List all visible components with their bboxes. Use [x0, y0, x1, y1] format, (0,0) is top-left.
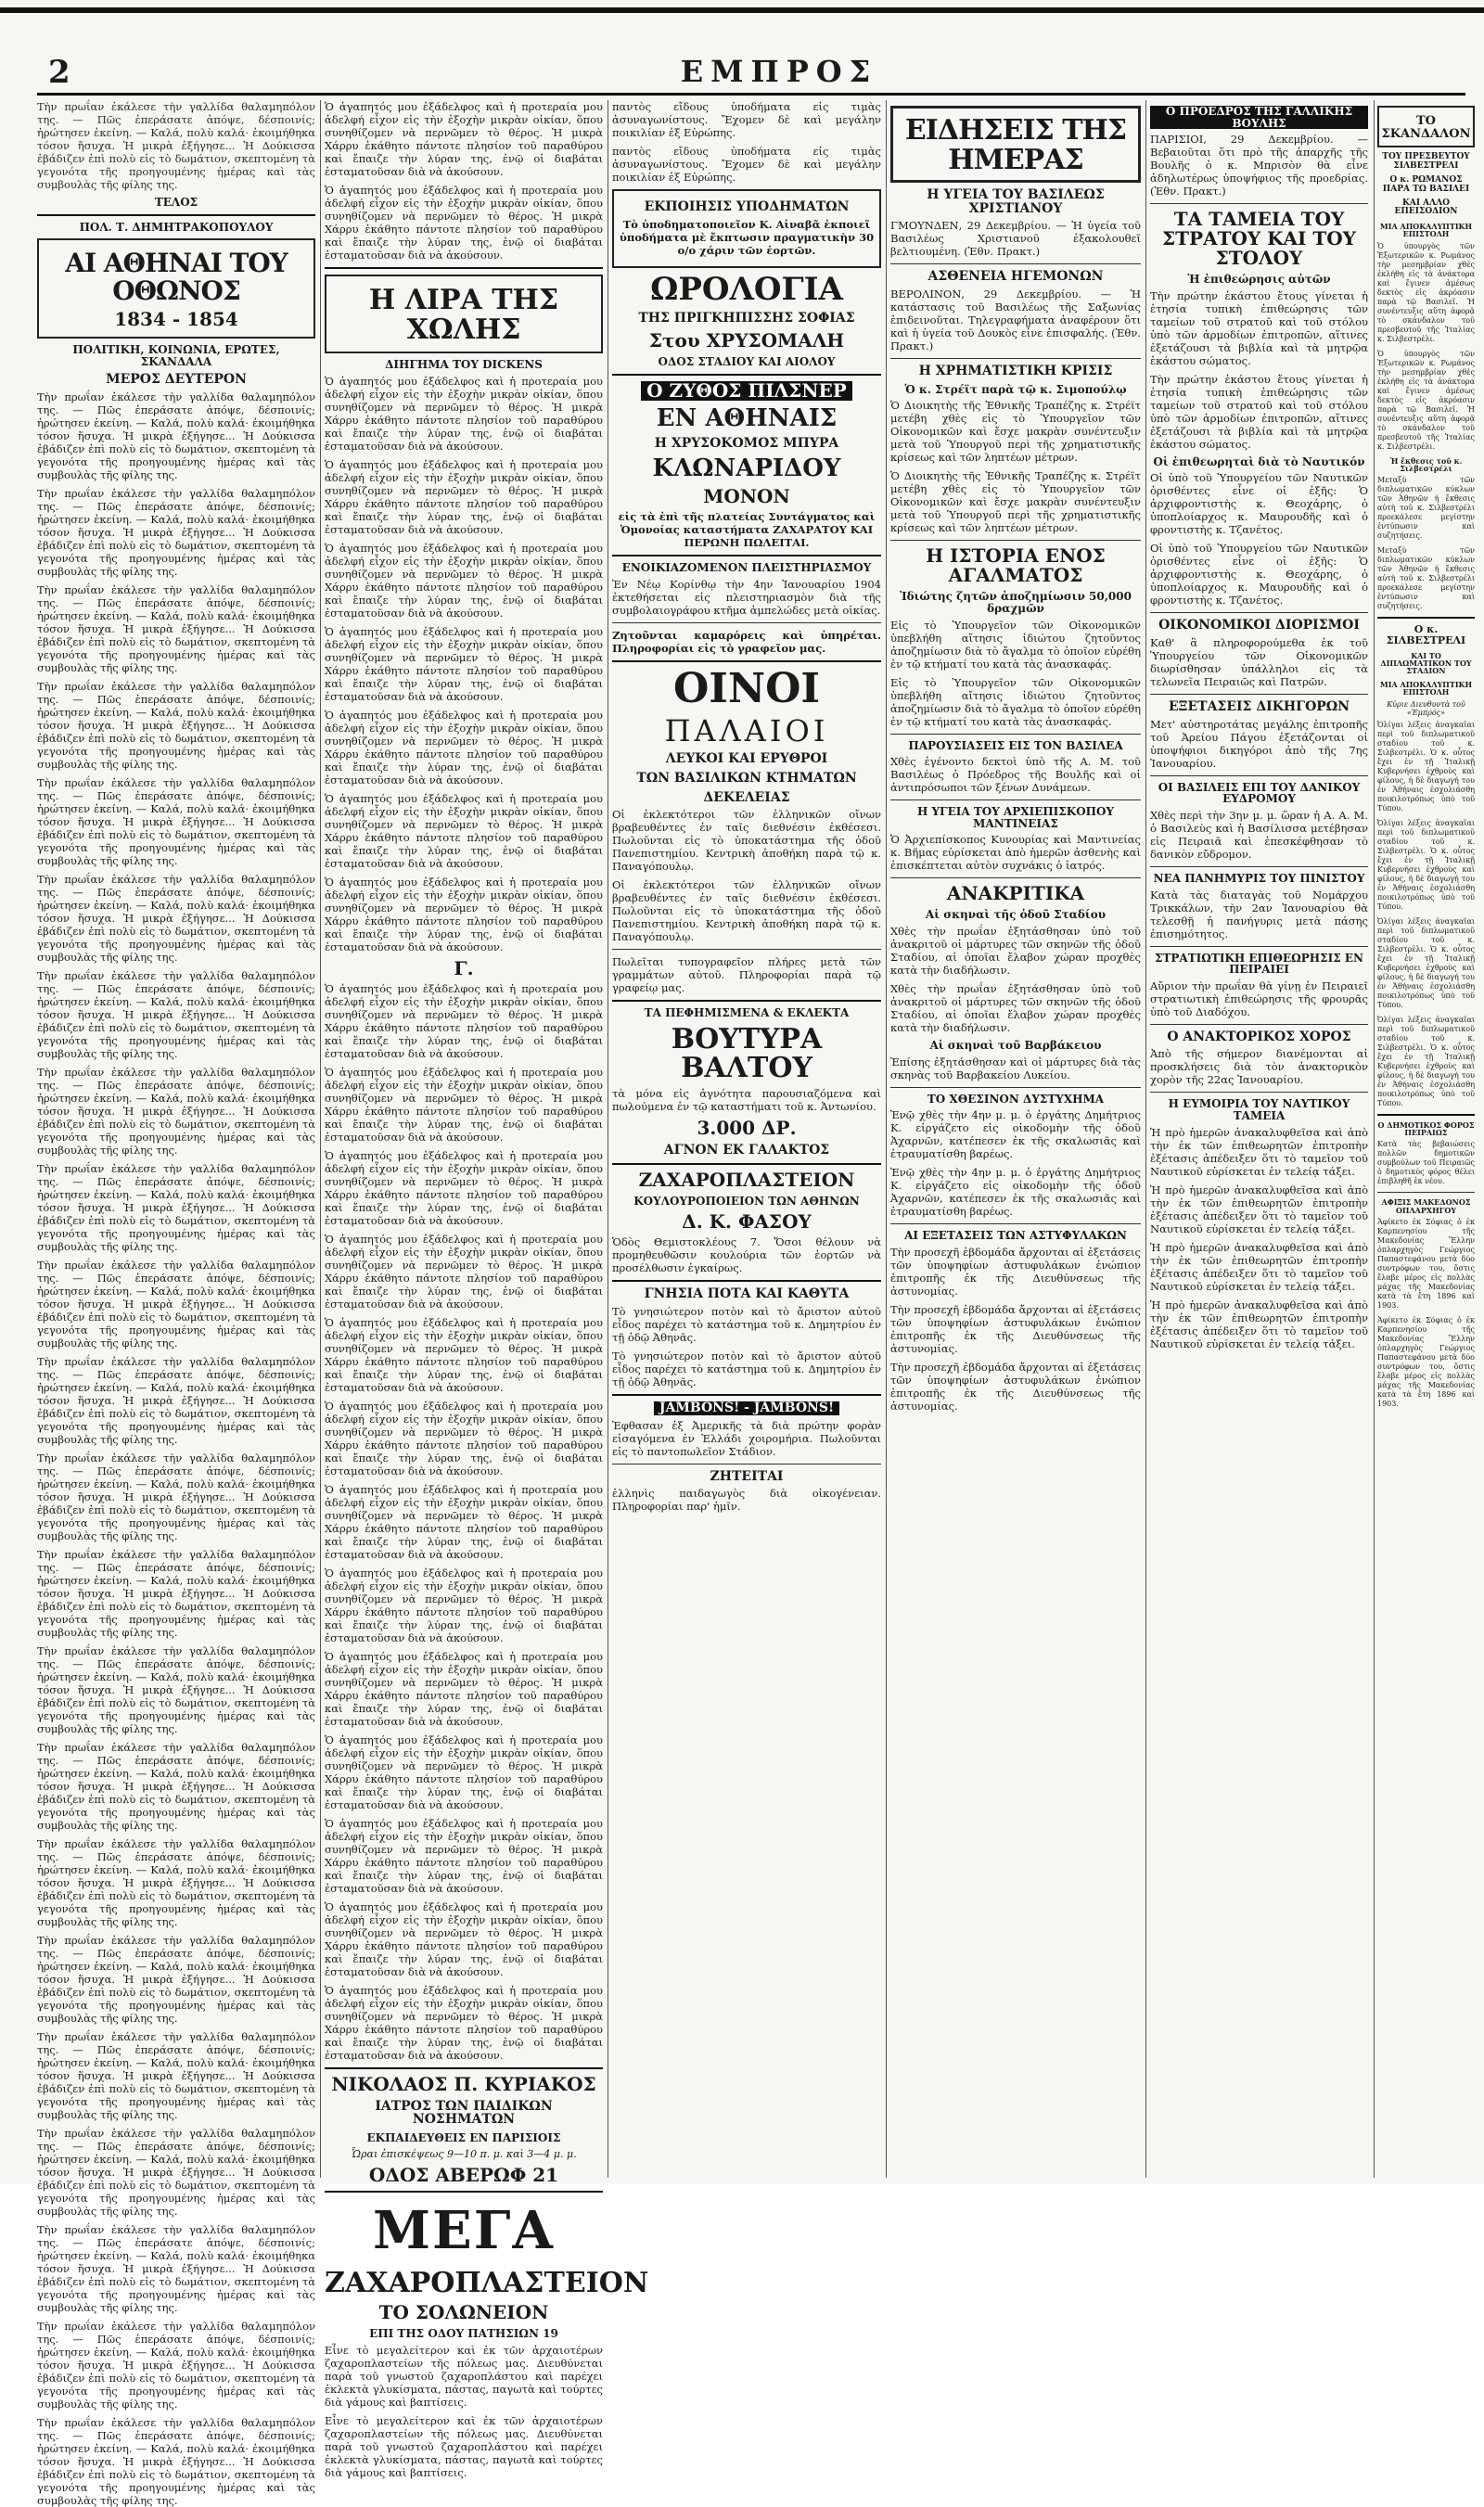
news-heading: Η ΕΥΜΟΙΡΙΑ ΤΟΥ ΝΑΥΤΙΚΟΥ ΤΑΜΕΙΑ: [1168, 1097, 1350, 1122]
silvestreli-text: Ὀλίγαι λέξεις ἀναγκαῖαι περὶ τοῦ διπλωματικοῦ σταδίου τοῦ κ. Σιλβεστρέλι. Ὁ κ. οὗτος ἔχει ἐν τῇ Ἰταλικῇ Κυβερνήσει ἐχθροὺς καὶ φίλους, ἡ δὲ διαγωγή του ἐν Ἀθήναις ἐσχολιάσθη ποικιλοτρόπως ὑπὸ τοῦ Τύπου.: [1377, 720, 1475, 812]
story-text: Ὁ ἀγαπητός μου ἐξάδελφος καὶ ἡ προτεραία μου ἀδελφή εἶχον εἰς τὴν ἐξοχὴν μικρὰν οἰκίαν, ὅπου συνηθίζομεν νὰ περνῶμεν τὸ θέρος. Ἡ μικρὰ Χάρρυ ἐκάθητο πάντοτε πλησίον τοῦ παραθύρου καὶ ἔπαιζε τὴν λύραν της, ἐνῷ οἱ διαβάται ἐσταματοῦσαν διὰ νὰ ἀκούσουν.: [325, 1566, 603, 1644]
news-text: Ἀπὸ τῆς σήμερον διανέμονται αἱ προσκλήσεις διὰ τὸν ἀνακτορικὸν χορὸν τῆς 22ας Ἰανουαρίου.: [1150, 1047, 1368, 1087]
news-heading: [1150, 106, 1368, 129]
news-text: Ἐπίσης ἐξητάσθησαν καὶ οἱ μάρτυρες διὰ τὰς σκηνὰς τοῦ Βαρβακείου Λυκείου.: [890, 1055, 1141, 1081]
wine-ad-title: ΟΙΝΟΙ: [672, 664, 821, 712]
genuine-title: ΓΝΗΣΙΑ ΠΟΤΑ ΚΑΙ ΚΑΘΥΤΑ: [644, 1286, 850, 1302]
news-heading: ΝΕΑ ΠΑΝΗΜΥΡΙΣ ΤΟΥ ΠΙΝΙΣΤΟΥ: [1153, 871, 1365, 885]
butter-text: τὰ μόνα εἰς ἀγνότητα παρουσιαζόμενα καὶ πωλούμενα ἐν τῷ καταστήματι τοῦ κ. Ἀντωνίου.: [612, 1086, 881, 1113]
serial-text: Τὴν πρωΐαν ἐκάλεσε τὴν γαλλίδα θαλαμηπόλον της. — Πῶς ἐπεράσατε ἀπόψε, δέσποινίς; ἠρώτησεν ἐκείνη. — Καλά, πολὺ καλά· ἐκοιμήθηκα τόσον ἥσυχα. Ἡ μικρὰ ἐξήγησε... Ἡ Δούκισσα ἐβάδιζεν ἐπὶ πολὺ εἰς τὸ δωμάτιον, σκεπτομένη τὰ γεγονότα τῆς προηγουμένης ἡμέρας καὶ τὰς συμβουλὰς τῆς φίλης της.: [37, 1547, 315, 1639]
serial-text: Τὴν πρωΐαν ἐκάλεσε τὴν γαλλίδα θαλαμηπόλον της. — Πῶς ἐπεράσατε ἀπόψε, δέσποινίς; ἠρώτησεν ἐκείνη. — Καλά, πολὺ καλά· ἐκοιμήθηκα τόσον ἥσυχα. Ἡ μικρὰ ἐξήγησε... Ἡ Δούκισσα ἐβάδιζεν ἐπὶ πολὺ εἰς τὸ δωμάτιον, σκεπτομένη τὰ γεγονότα τῆς προηγουμένης ἡμέρας καὶ τὰς συμβουλὰς τῆς φίλης της.: [37, 1644, 315, 1735]
news-title-box: [890, 106, 1141, 183]
butter-title: ΒΟΥΤΥΡΑ ΒΑΛΤΟΥ: [671, 1022, 823, 1085]
scandal-text: Μεταξὺ τῶν διπλωματικῶν κύκλων τῶν Ἀθηνῶν ἡ ἔκθεσις αὐτὴ τοῦ κ. Σιλβεστρέλι προεκάλεσε μεγίστην ἐντύπωσιν καὶ συζητήσεις.: [1377, 546, 1475, 611]
serial-part: ΜΕΡΟΣ ΔΕΥΤΕΡΟΝ: [106, 372, 247, 388]
shoe-ad-title: ΕΚΠΟΙΗΣΙΣ ΥΠΟΔΗΜΑΤΩΝ: [644, 199, 850, 214]
story-sign: Γ.: [454, 956, 474, 979]
news-text: Εἰς τὸ Ὑπουργεῖον τῶν Οἰκονομικῶν ὑπεβλήθη αἴτησις ἰδιώτου ζητοῦντος ἀποζημίωσιν διὰ τὸ ἄγαλμα τὸ ὁποῖον εὑρέθη ἐν τῷ κτήματί του κατὰ τὰς ἀνασκαφάς.: [890, 675, 1141, 728]
ad-shop-type: ΖΑΧΑΡΟΠΛΑΣΤΕΙΟΝ: [325, 2266, 649, 2299]
story-text: Ὁ ἀγαπητός μου ἐξάδελφος καὶ ἡ προτεραία μου ἀδελφή εἶχον εἰς τὴν ἐξοχὴν μικρὰν οἰκίαν, ὅπου συνηθίζομεν νὰ περνῶμεν τὸ θέρος. Ἡ μικρὰ Χάρρυ ἐκάθητο πάντοτε πλησίον τοῦ παραθύρου καὶ ἔπαιζε τὴν λύραν της, ἐνῷ οἱ διαβάται ἐσταματοῦσαν διὰ νὰ ἀκούσουν.: [325, 1733, 603, 1811]
doctor-address: ΟΔΟΣ ΑΒΕΡΩΦ 21: [368, 2163, 559, 2186]
pastry2-name: Δ. Κ. ΦΑΣΟΥ: [682, 1210, 812, 1234]
serial-text: Τὴν πρωΐαν ἐκάλεσε τὴν γαλλίδα θαλαμηπόλον της. — Πῶς ἐπεράσατε ἀπόψε, δέσποινίς; ἠρώτησεν ἐκείνη. — Καλά, πολὺ καλά· ἐκοιμήθηκα τόσον ἥσυχα. Ἡ μικρὰ ἐξήγησε... Ἡ Δούκισσα ἐβάδιζεν ἐπὶ πολὺ εἰς τὸ δωμάτιον, σκεπτομένη τὰ γεγονότα τῆς προηγουμένης ἡμέρας καὶ τὰς συμβουλὰς τῆς φίλης της.: [37, 2222, 315, 2314]
news-text: Ἡ πρὸ ἡμερῶν ἀνακαλυφθεῖσα καὶ ἀπὸ τὴν ἐκ τῶν ἐπιθεωρητῶν ἐπιτροπὴν ἐξέτασις ἀπέδειξεν ὅτι τὸ ταμεῖον τοῦ Ναυτικοῦ εὑρίσκεται ἐν τελείᾳ τάξει.: [1150, 1125, 1368, 1178]
scandal-text: Ὁ ὑπουργὸς τῶν Ἐξωτερικῶν κ. Ρωμάνος τὴν μεσημβρίαν χθὲς ἐκλήθη εἰς τὰ ἀνάκτορα καὶ ἔγινεν ἀμέσως δεκτὸς εἰς ἀκρόασιν παρὰ τῷ Βασιλεῖ. Ἡ συνέντευξις αὕτη ἀφορᾷ τὸ σκάνδαλον τοῦ πρεσβευτοῦ τῆς Ἰταλίας κ. Σιλβεστρέλι.: [1377, 241, 1475, 343]
serial-text: Τὴν πρωΐαν ἐκάλεσε τὴν γαλλίδα θαλαμηπόλον της. — Πῶς ἐπεράσατε ἀπόψε, δέσποινίς; ἠρώτησεν ἐκείνη. — Καλά, πολὺ καλά· ἐκοιμήθηκα τόσον ἥσυχα. Ἡ μικρὰ ἐξήγησε... Ἡ Δούκισσα ἐβάδιζεν ἐπὶ πολὺ εἰς τὸ δωμάτιον, σκεπτομένη τὰ γεγονότα τῆς προηγουμένης ἡμέρας καὶ τὰς συμβουλὰς τῆς φίλης της.: [37, 1933, 315, 2025]
beer-ad-title-text: Ο ΖΥΘΟΣ ΠΙΛΣΝΕΡ: [641, 381, 852, 401]
news-heading: Ο ΑΝΑΚΤΟΡΙΚΟΣ ΧΟΡΟΣ: [1167, 1029, 1351, 1044]
story-text: Ὁ ἀγαπητός μου ἐξάδελφος καὶ ἡ προτεραία μου ἀδελφή εἶχον εἰς τὴν ἐξοχὴν μικρὰν οἰκίαν, ὅπου συνηθίζομεν νὰ περνῶμεν τὸ θέρος. Ἡ μικρὰ Χάρρυ ἐκάθητο πάντοτε πλησίον τοῦ παραθύρου καὶ ἔπαιζε τὴν λύραν της, ἐνῷ οἱ διαβάται ἐσταματοῦσαν διὰ νὰ ἀκούσουν.: [325, 875, 603, 953]
story-text: Ὁ ἀγαπητός μου ἐξάδελφος καὶ ἡ προτεραία μου ἀδελφή εἶχον εἰς τὴν ἐξοχὴν μικρὰν οἰκίαν, ὅπου συνηθίζομεν νὰ περνῶμεν τὸ θέρος. Ἡ μικρὰ Χάρρυ ἐκάθητο πάντοτε πλησίον τοῦ παραθύρου καὶ ἔπαιζε τὴν λύραν της, ἐνῷ οἱ διαβάται ἐσταματοῦσαν διὰ νὰ ἀκούσουν.: [325, 1315, 603, 1394]
serial-text: Τὴν πρωΐαν ἐκάλεσε τὴν γαλλίδα θαλαμηπόλον της. — Πῶς ἐπεράσατε ἀπόψε, δέσποινίς; ἠρώτησεν ἐκείνη. — Καλά, πολὺ καλά· ἐκοιμήθηκα τόσον ἥσυχα. Ἡ μικρὰ ἐξήγησε... Ἡ Δούκισσα ἐβάδιζεν ἐπὶ πολὺ εἰς τὸ δωμάτιον, σκεπτομένη τὰ γεγονότα τῆς προηγουμένης ἡμέρας καὶ τὰς συμβουλὰς τῆς φίλης της.: [37, 872, 315, 964]
serial-text: Τὴν πρωΐαν ἐκάλεσε τὴν γαλλίδα θαλαμηπόλον της. — Πῶς ἐπεράσατε ἀπόψε, δέσποινίς; ἠρώτησεν ἐκείνη. — Καλά, πολὺ καλά· ἐκοιμήθηκα τόσον ἥσυχα. Ἡ μικρὰ ἐξήγησε... Ἡ Δούκισσα ἐβάδιζεν ἐπὶ πολὺ εἰς τὸ δωμάτιον, σκεπτομένη τὰ γεγονότα τῆς προηγουμένης ἡμέρας καὶ τὰς συμβουλὰς τῆς φίλης της.: [37, 1740, 315, 1832]
news-heading: ΑΙ ΕΞΕΤΑΣΕΙΣ ΤΩΝ ΑΣΤΥΦΥΛΑΚΩΝ: [904, 1229, 1127, 1243]
beer-ad-sub: ΕΝ ΑΘΗΝΑΙΣ: [656, 403, 838, 432]
watch-ad-address: ΟΔΟΣ ΣΤΑΔΙΟΥ ΚΑΙ ΑΙΟΛΟΥ: [658, 355, 836, 369]
doctor-hours: Ὧραι ἐπισκέψεως 9—10 π. μ. καὶ 3—4 μ. μ.: [351, 2147, 577, 2160]
scandal-text: Ὁ ὑπουργὸς τῶν Ἐξωτερικῶν κ. Ρωμάνος τὴν μεσημβρίαν χθὲς ἐκλήθη εἰς τὰ ἀνάκτορα καὶ ἔγινεν ἀμέσως δεκτὸς εἰς ἀκρόασιν παρὰ τῷ Βασιλεῖ. Ἡ συνέντευξις αὕτη ἀφορᾷ τὸ σκάνδαλον τοῦ πρεσβευτοῦ τῆς Ἰταλίας κ. Σιλβεστρέλι.: [1377, 349, 1475, 451]
news-lead: Ὁ κ. Στρέϊτ παρὰ τῷ κ. Σιμοπούλῳ: [904, 382, 1127, 396]
column-4: [890, 100, 1141, 2178]
silvestreli-text: Ὀλίγαι λέξεις ἀναγκαῖαι περὶ τοῦ διπλωματικοῦ σταδίου τοῦ κ. Σιλβεστρέλι. Ὁ κ. οὗτος ἔχει ἐν τῇ Ἰταλικῇ Κυβερνήσει ἐχθροὺς καὶ φίλους, ἡ δὲ διαγωγή του ἐν Ἀθήναις ἐσχολιάσθη ποικιλοτρόπως ὑπὸ τοῦ Τύπου.: [1377, 1015, 1475, 1107]
news-text: Χθὲς τὴν πρωΐαν ἐξητάσθησαν ὑπὸ τοῦ ἀνακριτοῦ οἱ μάρτυρες τῶν σκηνῶν τῆς ὁδοῦ Σταδίου, αἱ ὁποῖαι ἔλαβον χώραν προχθὲς κατὰ τὴν διαδήλωσιν.: [890, 981, 1141, 1034]
doctor-ad: [325, 2072, 603, 2186]
wine-ad-old: ΠΑΛΑΙΟΙ: [664, 712, 829, 748]
news-text: Τὴν προσεχῆ ἑβδομάδα ἄρχονται αἱ ἐξετάσεις τῶν ὑποψηφίων ἀστυφυλάκων ἐνώπιον ἐπιτροπῆς ἐκ τῆς Διευθύνσεως τῆς ἀστυνομίας.: [890, 1302, 1141, 1355]
news-heading: ΠΑΡΟΥΣΙΑΣΕΙΣ ΕΙΣ ΤΟΝ ΒΑΣΙΛΕΑ: [908, 738, 1123, 752]
watch-ad-title: ΩΡΟΛΟΓΙΑ: [650, 270, 843, 308]
notice-text: Πωλεῖται τυπογραφεῖον πλήρες μετὰ τῶν γραμμάτων αὐτοῦ. Πληροφορίαι παρὰ τῷ γραφείῳ μας.: [612, 955, 881, 995]
silvestreli-text: Ὀλίγαι λέξεις ἀναγκαῖαι περὶ τοῦ διπλωματικοῦ σταδίου τοῦ κ. Σιλβεστρέλι. Ὁ κ. οὗτος ἔχει ἐν τῇ Ἰταλικῇ Κυβερνήσει ἐχθροὺς καὶ φίλους, ἡ δὲ διαγωγή του ἐν Ἀθήναις ἐσχολιάσθη ποικιλοτρόπως ὑπὸ τοῦ Τύπου.: [1377, 916, 1475, 1009]
wanted-title: ΖΗΤΕΙΤΑΙ: [710, 1468, 784, 1484]
shoe-ad: [612, 189, 881, 268]
wine-ad-text: Οἱ ἐκλεκτότεροι τῶν ἑλληνικῶν οἴνων βραβευθέντες ἐν ταῖς διεθνέσιν ἐκθέσεσι. Πωλοῦνται εἰς τὸ ὑποκατάστημα τῆς ὁδοῦ Πανεπιστημίου. Κεντρικὴ ἀποθήκη παρὰ τῷ κ. Παναγόπουλῳ.: [612, 808, 881, 874]
news-text: Χθὲς ἐγένοντο δεκτοὶ ὑπὸ τῆς Α. Μ. τοῦ Βασιλέως ὁ Πρόεδρος τῆς Βουλῆς καὶ οἱ ἀντιπρόσωποι τῶν ξένων Δυνάμεων.: [890, 755, 1141, 795]
scandal-title2: ΤΟΥ ΠΡΕΣΒΕΥΤΟΥ ΣΙΛΒΕΣΤΡΕΛΙ: [1382, 152, 1470, 171]
news-heading: ΑΝΑΚΡΙΤΙΚΑ: [946, 882, 1085, 905]
serial-text: Τὴν πρωΐαν ἐκάλεσε τὴν γαλλίδα θαλαμηπόλον της. — Πῶς ἐπεράσατε ἀπόψε, δέσποινίς; ἠρώτησεν ἐκείνη. — Καλά, πολὺ καλά· ἐκοιμήθηκα τόσον ἥσυχα. Ἡ μικρὰ ἐξήγησε... Ἡ Δούκισσα ἐβάδιζεν ἐπὶ πολὺ εἰς τὸ δωμάτιον, σκεπτομένη τὰ γεγονότα τῆς προηγουμένης ἡμέρας καὶ τὰς συμβουλὰς τῆς φίλης της.: [37, 1258, 315, 1349]
story-title: Η ΛΙΡΑ ΤΗΣ ΧΩΛΗΣ: [368, 284, 559, 346]
news-text: Χθὲς τὴν πρωΐαν ἐξητάσθησαν ὑπὸ τοῦ ἀνακριτοῦ οἱ μάρτυρες τῶν σκηνῶν τῆς ὁδοῦ Σταδίου, αἱ ὁποῖαι ἔλαβον χώραν προχθὲς κατὰ τὴν διαδήλωσιν.: [890, 924, 1141, 977]
news-lead: Οἱ ἐπιθεωρηταὶ διὰ τὸ Ναυτικόν: [1153, 454, 1365, 468]
news-text: Ὁ Διοικητὴς τῆς Ἐθνικῆς Τραπέζης κ. Στρέϊτ μετέβη χθὲς εἰς τὸ Ὑπουργεῖον τῶν Οἰκονομικῶν καὶ ἔσχε μακρὰν συνέντευξιν μετὰ τοῦ Ὑπουργοῦ περὶ τῆς χρηματιστικῆς κρίσεως καὶ τῶν ληπτέων μέτρων.: [890, 399, 1141, 465]
story-text: Ὁ ἀγαπητός μου ἐξάδελφος καὶ ἡ προτεραία μου ἀδελφή εἶχον εἰς τὴν ἐξοχὴν μικρὰν οἰκίαν, ὅπου συνηθίζομεν νὰ περνῶμεν τὸ θέρος. Ἡ μικρὰ Χάρρυ ἐκάθητο πάντοτε πλησίον τοῦ παραθύρου καὶ ἔπαιζε τὴν λύραν της, ἐνῷ οἱ διαβάται ἐσταματοῦσαν διὰ νὰ ἀκούσουν.: [325, 1649, 603, 1728]
page-number: 2: [48, 54, 70, 91]
serial-title: ΑΙ ΑΘΗΝΑΙ ΤΟΥ ΟΘΩΝΟΣ: [65, 248, 288, 306]
news-text: Οἱ ὑπὸ τοῦ Ὑπουργείου τῶν Ναυτικῶν ὁρισθέντες εἶνε οἱ ἑξῆς: Ὁ ἀρχιφροντιστὴς κ. Θεοχάρης, ὁ ὑποπλοίαρχος κ. Μαυρουδῆς καὶ ὁ φροντιστὴς κ. Τζανέτος.: [1150, 542, 1368, 608]
story-title-box: [325, 275, 603, 353]
pastry-shop-ad: [325, 2199, 649, 2479]
story-text: Ὁ ἀγαπητός μου ἐξάδελφος καὶ ἡ προτεραία μου ἀδελφή εἶχον εἰς τὴν ἐξοχὴν μικρὰν οἰκίαν, ὅπου συνηθίζομεν νὰ περνῶμεν τὸ θέρος. Ἡ μικρὰ Χάρρυ ἐκάθητο πάντοτε πλησίον τοῦ παραθύρου καὶ ἔπαιζε τὴν λύραν της, ἐνῷ οἱ διαβάται ἐσταματοῦσαν διὰ νὰ ἀκούσουν.: [325, 791, 603, 870]
story-text: Ὁ ἀγαπητός μου ἐξάδελφος καὶ ἡ προτεραία μου ἀδελφή εἶχον εἰς τὴν ἐξοχὴν μικρὰν οἰκίαν, ὅπου συνηθίζομεν νὰ περνῶμεν τὸ θέρος. Ἡ μικρὰ Χάρρυ ἐκάθητο πάντοτε πλησίον τοῦ παραθύρου καὶ ἔπαιζε τὴν λύραν της, ἐνῷ οἱ διαβάται ἐσταματοῦσαν διὰ νὰ ἀκούσουν.: [325, 1065, 603, 1144]
story-text: Ὁ ἀγαπητός μου ἐξάδελφος καὶ ἡ προτεραία μου ἀδελφή εἶχον εἰς τὴν ἐξοχὴν μικρὰν οἰκίαν, ὅπου συνηθίζομεν νὰ περνῶμεν τὸ θέρος. Ἡ μικρὰ Χάρρυ ἐκάθητο πάντοτε πλησίον τοῦ παραθύρου καὶ ἔπαιζε τὴν λύραν της, ἐνῷ οἱ διαβάται ἐσταματοῦσαν διὰ νὰ ἀκούσουν.: [325, 1899, 603, 1978]
serial-text: Τὴν πρωΐαν ἐκάλεσε τὴν γαλλίδα θαλαμηπόλον της. — Πῶς ἐπεράσατε ἀπόψε, δέσποινίς; ἠρώτησεν ἐκείνη. — Καλά, πολὺ καλά· ἐκοιμήθηκα τόσον ἥσυχα. Ἡ μικρὰ ἐξήγησε... Ἡ Δούκισσα ἐβάδιζεν ἐπὶ πολὺ εἰς τὸ δωμάτιον, σκεπτομένη τὰ γεγονότα τῆς προηγουμένης ἡμέρας καὶ τὰς συμβουλὰς τῆς φίλης της.: [37, 775, 315, 867]
watch-ad-sub: ΤΗΣ ΠΡΙΓΚΗΠΙΣΣΗΣ ΣΟΦΙΑΣ: [638, 311, 855, 326]
column-divider: [320, 100, 321, 2178]
story-text: Ὁ ἀγαπητός μου ἐξάδελφος καὶ ἡ προτεραία μου ἀδελφή εἶχον εἰς τὴν ἐξοχὴν μικρὰν οἰκίαν, ὅπου συνηθίζομεν νὰ περνῶμεν τὸ θέρος. Ἡ μικρὰ Χάρρυ ἐκάθητο πάντοτε πλησίον τοῦ παραθύρου καὶ ἔπαιζε τὴν λύραν της, ἐνῷ οἱ διαβάται ἐσταματοῦσαν διὰ νὰ ἀκούσουν.: [325, 1482, 603, 1561]
story-text: Ὁ ἀγαπητός μου ἐξάδελφος καὶ ἡ προτεραία μου ἀδελφή εἶχον εἰς τὴν ἐξοχὴν μικρὰν οἰκίαν, ὅπου συνηθίζομεν νὰ περνῶμεν τὸ θέρος. Ἡ μικρὰ Χάρρυ ἐκάθητο πάντοτε πλησίον τοῦ παραθύρου καὶ ἔπαιζε τὴν λύραν της, ἐνῷ οἱ διαβάται ἐσταματοῦσαν διὰ νὰ ἀκούσουν.: [325, 708, 603, 787]
serial-text: Τὴν πρωΐαν ἐκάλεσε τὴν γαλλίδα θαλαμηπόλον της. — Πῶς ἐπεράσατε ἀπόψε, δέσποινίς; ἠρώτησεν ἐκείνη. — Καλά, πολὺ καλά· ἐκοιμήθηκα τόσον ἥσυχα. Ἡ μικρὰ ἐξήγησε... Ἡ Δούκισσα ἐβάδιζεν ἐπὶ πολὺ εἰς τὸ δωμάτιον, σκεπτομένη τὰ γεγονότα τῆς προηγουμένης ἡμέρας καὶ τὰς συμβουλὰς τῆς φίλης της.: [37, 582, 315, 674]
news-heading: ΤΟ ΧΘΕΣΙΝΟΝ ΔΥΣΤΥΧΗΜΑ: [927, 1092, 1105, 1106]
ad-pre-text: παντὸς εἴδους ὑποδήματα εἰς τιμὰς ἀσυναγωνίστους. Ἔχομεν δὲ καὶ μεγάλην ποικιλίαν ἐξ Εὐρώπης.: [612, 145, 881, 184]
story-text: Ὁ ἀγαπητός μου ἐξάδελφος καὶ ἡ προτεραία μου ἀδελφή εἶχον εἰς τὴν ἐξοχὴν μικρὰν οἰκίαν, ὅπου συνηθίζομεν νὰ περνῶμεν τὸ θέρος. Ἡ μικρὰ Χάρρυ ἐκάθητο πάντοτε πλησίον τοῦ παραθύρου καὶ ἔπαιζε τὴν λύραν της, ἐνῷ οἱ διαβάται ἐσταματοῦσαν διὰ νὰ ἀκούσουν.: [325, 541, 603, 620]
pastry2-text: Ὁδὸς Θεμιστοκλέους 7. Ὅσοι θέλουν νὰ προμηθευθῶσιν κουλούρια τῶν ἑορτῶν νὰ προσέλθωσιν ἐγκαίρως.: [612, 1235, 881, 1275]
news-heading: ΟΙΚΟΝΟΜΙΚΟΙ ΔΙΟΡΙΣΜΟΙ: [1158, 618, 1360, 633]
news-lead: Αἱ σκηναὶ τοῦ Βαρβάκειου: [929, 1038, 1102, 1052]
serial-text: Τὴν πρωΐαν ἐκάλεσε τὴν γαλλίδα θαλαμηπόλον της. — Πῶς ἐπεράσατε ἀπόψε, δέσποινίς; ἠρώτησεν ἐκείνη. — Καλά, πολὺ καλά· ἐκοιμήθηκα τόσον ἥσυχα. Ἡ μικρὰ ἐξήγησε... Ἡ Δούκισσα ἐβάδιζεν ἐπὶ πολὺ εἰς τὸ δωμάτιον, σκεπτομένη τὰ γεγονότα τῆς προηγουμένης ἡμέρας καὶ τὰς συμβουλὰς τῆς φίλης της.: [37, 679, 315, 771]
news-heading: ΟΙ ΒΑΣΙΛΕΙΣ ΕΠΙ ΤΟΥ ΔΑΝΙΚΟΥ ΕΥΔΡΟΜΟΥ: [1158, 780, 1361, 806]
serial-text: Τὴν πρωΐαν ἐκάλεσε τὴν γαλλίδα θαλαμηπόλον της. — Πῶς ἐπεράσατε ἀπόψε, δέσποινίς; ἠρώτησεν ἐκείνη. — Καλά, πολὺ καλά· ἐκοιμήθηκα τόσον ἥσυχα. Ἡ μικρὰ ἐξήγησε... Ἡ Δούκισσα ἐβάδιζεν ἐπὶ πολὺ εἰς τὸ δωμάτιον, σκεπτομένη τὰ γεγονότα τῆς προηγουμένης ἡμέρας καὶ τὰς συμβουλὰς τῆς φίλης της.: [37, 2029, 315, 2121]
serial-text: Τὴν πρωΐαν ἐκάλεσε τὴν γαλλίδα θαλαμηπόλον της. — Πῶς ἐπεράσατε ἀπόψε, δέσποινίς; ἠρώτησεν ἐκείνη. — Καλά, πολὺ καλά· ἐκοιμήθηκα τόσον ἥσυχα. Ἡ μικρὰ ἐξήγησε... Ἡ Δούκισσα ἐβάδιζεν ἐπὶ πολὺ εἰς τὸ δωμάτιον, σκεπτομένη τὰ γεγονότα τῆς προηγουμένης ἡμέρας καὶ τὰς συμβουλὰς τῆς φίλης της.: [37, 1451, 315, 1542]
news-text: ΒΕΡΟΛΙΝΟΝ, 29 Δεκεμβρίου. — Ἡ κατάστασις τοῦ Βασιλέως τῆς Σαξωνίας ἐπιδεινοῦται. Τηλεγραφήματα ἀναφέρουν ὅτι καὶ ἡ ὑγεία τοῦ Δουκὸς εἶνε ἐπισφαλής. (Ἐθν. Πρακτ.): [890, 288, 1141, 353]
wine-ad-place: ΔΕΚΕΛΕΙΑΣ: [703, 789, 790, 805]
news-text: Εἰς τὸ Ὑπουργεῖον τῶν Οἰκονομικῶν ὑπεβλήθη αἴτησις ἰδιώτου ζητοῦντος ἀποζημίωσιν διὰ τὸ ἄγαλμα τὸ ὁποῖον εὑρέθη ἐν τῷ κτήματί του κατὰ τὰς ἀνασκαφάς.: [890, 618, 1141, 671]
scandal-title4: ΚΑΙ ΑΛΛΟ ΕΠΕΙΣΟΔΙΟΝ: [1394, 198, 1458, 217]
jambon-title-text: JAMBONS! - JAMBONS!: [654, 1401, 839, 1415]
genuine-text: Τὸ γνησιώτερον ποτὸν καὶ τὸ ἄριστον αὐτοῦ εἶδος παρέχει τὸ κατάστημα τοῦ κ. Δημητρίου ἐν τῇ ὁδῷ Ἀθηνᾶς.: [612, 1304, 881, 1344]
serial-years: 1834 - 1854: [114, 307, 238, 330]
ad-shop-address: ΕΠΙ ΤΗΣ ΟΔΟΥ ΠΑΤΗΣΙΩΝ 19: [369, 2327, 558, 2341]
column-divider: [886, 100, 887, 2178]
jambon-title: [612, 1401, 881, 1415]
scandal-title5: ΜΙΑ ΑΠΟΚΑΛΥΠΤΙΚΗ ΕΠΙΣΤΟΛΗ: [1379, 221, 1473, 239]
serial-subtitle: ΠΟΛΙΤΙΚΗ, ΚΟΙΝΩΝΙΑ, ΕΡΩΤΕΣ, ΣΚΑΝΔΑΛΑ: [72, 342, 280, 368]
watch-ad-shop: Στου ΧΡΥΣΟΜΑΛΗ: [648, 329, 845, 352]
masthead-rule: [37, 93, 1465, 96]
story-text: Ὁ ἀγαπητός μου ἐξάδελφος καὶ ἡ προτεραία μου ἀδελφή εἶχον εἰς τὴν ἐξοχὴν μικρὰν οἰκίαν, ὅπου συνηθίζομεν νὰ περνῶμεν τὸ θέρος. Ἡ μικρὰ Χάρρυ ἐκάθητο πάντοτε πλησίον τοῦ παραθύρου καὶ ἔπαιζε τὴν λύραν της, ἐνῷ οἱ διαβάται ἐσταματοῦσαν διὰ νὰ ἀκούσουν.: [325, 184, 603, 262]
serial-text: Τὴν πρωΐαν ἐκάλεσε τὴν γαλλίδα θαλαμηπόλον της. — Πῶς ἐπεράσατε ἀπόψε, δέσποινίς; ἠρώτησεν ἐκείνη. — Καλά, πολὺ καλά· ἐκοιμήθηκα τόσον ἥσυχα. Ἡ μικρὰ ἐξήγησε... Ἡ Δούκισσα ἐβάδιζεν ἐπὶ πολὺ εἰς τὸ δωμάτιον, σκεπτομένη τὰ γεγονότα τῆς προηγουμένης ἡμέρας καὶ τὰς συμβουλὰς τῆς φίλης της.: [37, 2415, 315, 2507]
story-text: Ὁ ἀγαπητός μου ἐξάδελφος καὶ ἡ προτεραία μου ἀδελφή εἶχον εἰς τὴν ἐξοχὴν μικρὰν οἰκίαν, ὅπου συνηθίζομεν νὰ περνῶμεν τὸ θέρος. Ἡ μικρὰ Χάρρυ ἐκάθητο πάντοτε πλησίον τοῦ παραθύρου καὶ ἔπαιζε τὴν λύραν της, ἐνῷ οἱ διαβάται ἐσταματοῦσαν διὰ νὰ ἀκούσουν.: [325, 1983, 603, 2062]
serial-text: Τὴν πρωΐαν ἐκάλεσε τὴν γαλλίδα θαλαμηπόλον της. — Πῶς ἐπεράσατε ἀπόψε, δέσποινίς; ἠρώτησεν ἐκείνη. — Καλά, πολὺ καλά· ἐκοιμήθηκα τόσον ἥσυχα. Ἡ μικρὰ ἐξήγησε... Ἡ Δούκισσα ἐβάδιζεν ἐπὶ πολὺ εἰς τὸ δωμάτιον, σκεπτομένη τὰ γεγονότα τῆς προηγουμένης ἡμέρας καὶ τὰς συμβουλὰς τῆς φίλης της.: [37, 1065, 315, 1157]
pastry2-sub: ΚΟΥΛΟΥΡΟΠΟΙΕΙΟΝ ΤΩΝ ΑΘΗΝΩΝ: [633, 1194, 860, 1208]
serial-text: Τὴν πρωΐαν ἐκάλεσε τὴν γαλλίδα θαλαμηπόλον της. — Πῶς ἐπεράσατε ἀπόψε, δέσποινίς; ἠρώτησεν ἐκείνη. — Καλά, πολὺ καλά· ἐκοιμήθηκα τόσον ἥσυχα. Ἡ μικρὰ ἐξήγησε... Ἡ Δούκισσα ἐβάδιζεν ἐπὶ πολὺ εἰς τὸ δωμάτιον, σκεπτομένη τὰ γεγονότα τῆς προηγουμένης ἡμέρας καὶ τὰς συμβουλὰς τῆς φίλης της.: [37, 390, 315, 481]
wanted-text: ἑλληνὶς παιδαγωγὸς διὰ οἰκογένειαν. Πληροφορίαι παρ' ἡμῖν.: [612, 1487, 881, 1514]
news-text: Ἡ πρὸ ἡμερῶν ἀνακαλυφθεῖσα καὶ ἀπὸ τὴν ἐκ τῶν ἐπιθεωρητῶν ἐπιτροπὴν ἐξέτασις ἀπέδειξεν ὅτι τὸ ταμεῖον τοῦ Ναυτικοῦ εὑρίσκεται ἐν τελείᾳ τάξει.: [1150, 1240, 1368, 1293]
scandal-title-box: [1377, 106, 1475, 147]
story-text: Ὁ ἀγαπητός μου ἐξάδελφος καὶ ἡ προτεραία μου ἀδελφή εἶχον εἰς τὴν ἐξοχὴν μικρὰν οἰκίαν, ὅπου συνηθίζομεν νὰ περνῶμεν τὸ θέρος. Ἡ μικρὰ Χάρρυ ἐκάθητο πάντοτε πλησίον τοῦ παραθύρου καὶ ἔπαιζε τὴν λύραν της, ἐνῷ οἱ διαβάται ἐσταματοῦσαν διὰ νὰ ἀκούσουν.: [325, 1399, 603, 1477]
tax-title: Ο ΔΗΜΟΤΙΚΟΣ ΦΟΡΟΣ ΠΕΙΡΑΙΩΣ: [1377, 1119, 1475, 1137]
news-text: Τὴν προσεχῆ ἑβδομάδα ἄρχονται αἱ ἐξετάσεις τῶν ὑποψηφίων ἀστυφυλάκων ἐνώπιον ἐπιτροπῆς ἐκ τῆς Διευθύνσεως τῆς ἀστυνομίας.: [890, 1360, 1141, 1413]
news-heading: ΕΞΕΤΑΣΕΙΣ ΔΙΚΗΓΟΡΩΝ: [1168, 699, 1350, 715]
byline: ΠΟΛ. Τ. ΔΗΜΗΤΡΑΚΟΠΟΥΛΟΥ: [79, 220, 274, 234]
column-5: [1150, 100, 1368, 2178]
news-text: Τὴν πρώτην ἑκάστου ἔτους γίνεται ἡ ἐτησία τυπικὴ ἐπιθεώρησις τῶν ταμείων τοῦ στρατοῦ καὶ τοῦ στόλου ὑπὸ τῶν ἀρμοδίων ἐπιτροπῶν, αἵτινες ἐξετάζουσι τὰ βιβλία καὶ τὰ μητρῷα ἑκάστου σώματος.: [1150, 372, 1368, 451]
scandal-title3: Ο κ. ΡΩΜΑΝΟΣ ΠΑΡΑ ΤΩ ΒΑΣΙΛΕΙ: [1382, 175, 1470, 194]
column-divider: [1145, 100, 1146, 2178]
news-text: Καθ' ἃ πληροφορούμεθα ἐκ τοῦ Ὑπουργείου τῶν Οἰκονομικῶν διωρίσθησαν ὑπάλληλοι εἰς τὰ τελωνεῖα Πειραιῶς καὶ Πατρῶν.: [1150, 636, 1368, 689]
news-lead: Ἰδιώτης ζητῶν ἀποζημίωσιν 50,000 δραχμῶν: [900, 590, 1132, 615]
serial-text: Τὴν πρωΐαν ἐκάλεσε τὴν γαλλίδα θαλαμηπόλον της. — Πῶς ἐπεράσατε ἀπόψε, δέσποινίς; ἠρώτησεν ἐκείνη. — Καλά, πολὺ καλά· ἐκοιμήθηκα τόσον ἥσυχα. Ἡ μικρὰ ἐξήγησε... Ἡ Δούκισσα ἐβάδιζεν ἐπὶ πολὺ εἰς τὸ δωμάτιον, σκεπτομένη τὰ γεγονότα τῆς προηγουμένης ἡμέρας καὶ τὰς συμβουλὰς τῆς φίλης της.: [37, 1161, 315, 1253]
story-subtitle: ΔΙΗΓΗΜΑ ΤΟΥ DICKENS: [385, 358, 543, 371]
news-text: Ἐνῷ χθὲς τὴν 4ην μ. μ. ὁ ἐργάτης Δημήτριος Κ. εἰργάζετο εἰς οἰκοδομὴν τῆς ὁδοῦ Ἀχαρνῶν, κατέπεσεν ἐκ τῆς σκαλωσιᾶς καὶ ἐτραυματίσθη βαρέως.: [890, 1166, 1141, 1219]
doctor-name: ΝΙΚΟΛΑΟΣ Π. ΚΥΡΙΑΚΟΣ: [331, 2072, 596, 2095]
silvestreli-title: Ο κ. ΣΙΛΒΕΣΤΡΕΛΙ: [1386, 623, 1466, 647]
end-mark: ΤΕΛΟΣ: [154, 196, 198, 209]
news-text: Μετ' αὐστηροτάτας μεγάλης ἐπιτροπῆς τοῦ Ἀρείου Πάγου ἐξετάζονται οἱ ὑποψήφιοι δικηγόροι ἀπὸ τῆς 7ης Ἰανουαρίου.: [1150, 717, 1368, 770]
news-heading: Η ΧΡΗΜΑΤΙΣΤΙΚΗ ΚΡΙΣΙΣ: [918, 364, 1113, 379]
tax-text: Κατὰ τὰς βεβαιώσεις πολλῶν δημοτικῶν συμβούλων τοῦ Πειραιῶς ὁ δημοτικὸς φόρος θέλει ἐπιβληθῆ ἐκ νέου.: [1377, 1140, 1475, 1186]
serial-title-box: [37, 238, 315, 339]
news-text: Ἡ πρὸ ἡμερῶν ἀνακαλυφθεῖσα καὶ ἀπὸ τὴν ἐκ τῶν ἐπιθεωρητῶν ἐπιτροπὴν ἐξέτασις ἀπέδειξεν ὅτι τὸ ταμεῖον τοῦ Ναυτικοῦ εὑρίσκεται ἐν τελείᾳ τάξει.: [1150, 1183, 1368, 1235]
estate-title: ΕΝΟΙΚΙΑΖΟΜΕΝΟΝ ΠΛΕΙΣΤΗΡΙΑΣΜΟΥ: [621, 560, 872, 574]
shoe-ad-text: Τὸ ὑποδηματοποιεῖον Κ. Αἰναβᾶ ἐκποιεῖ ὑποδήματα μὲ ἔκπτωσιν πραγματικὴν 30 ο/ο χάριν τῶν ἑορτῶν.: [619, 217, 875, 257]
ad-text: Εἶνε τὸ μεγαλείτερον καὶ ἐκ τῶν ἀρχαιοτέρων ζαχαροπλαστείων τῆς πόλεως μας. Διευθύνεται παρὰ τοῦ γνωστοῦ ζαχαροπλάστου καὶ παρέχει ἐκλεκτὰ γλυκίσματα, πάστας, παγωτὰ καὶ τούρτες διὰ γάμους καὶ βαπτίσεις.: [325, 2413, 603, 2479]
news-text: Κατὰ τὰς διαταγὰς τοῦ Νομάρχου Τρικκάλων, τὴν 2αν Ἰανουαρίου θὰ τελεσθῇ ἡ πανήγυρις μετὰ πάσης ἐπισημότητος.: [1150, 888, 1368, 940]
silvestreli-lead: Κύριε Διευθυντὰ τοῦ «Ἐμπρός»: [1387, 699, 1465, 717]
ad-big-word: ΜΕΓΑ: [373, 2199, 555, 2261]
story-text: Ὁ ἀγαπητός μου ἐξάδελφος καὶ ἡ προτεραία μου ἀδελφή εἶχον εἰς τὴν ἐξοχὴν μικρὰν οἰκίαν, ὅπου συνηθίζομεν νὰ περνῶμεν τὸ θέρος. Ἡ μικρὰ Χάρρυ ἐκάθητο πάντοτε πλησίον τοῦ παραθύρου καὶ ἔπαιζε τὴν λύραν της, ἐνῷ οἱ διαβάται ἐσταματοῦσαν διὰ νὰ ἀκούσουν.: [325, 1148, 603, 1227]
story-text: Ὁ ἀγαπητός μου ἐξάδελφος καὶ ἡ προτεραία μου ἀδελφή εἶχον εἰς τὴν ἐξοχὴν μικρὰν οἰκίαν, ὅπου συνηθίζομεν νὰ περνῶμεν τὸ θέρος. Ἡ μικρὰ Χάρρυ ἐκάθητο πάντοτε πλησίον τοῦ παραθύρου καὶ ἔπαιζε τὴν λύραν της, ἐνῷ οἱ διαβάται ἐσταματοῦσαν διὰ νὰ ἀκούσουν.: [325, 981, 603, 1060]
rooms-ad: Ζητοῦνται καμαρόρεις καὶ ὑπηρέται. Πληροφορίαι εἰς τὸ γραφεῖον μας.: [612, 628, 881, 655]
story-text: Ὁ ἀγαπητός μου ἐξάδελφος καὶ ἡ προτεραία μου ἀδελφή εἶχον εἰς τὴν ἐξοχὴν μικρὰν οἰκίαν, ὅπου συνηθίζομεν νὰ περνῶμεν τὸ θέρος. Ἡ μικρὰ Χάρρυ ἐκάθητο πάντοτε πλησίον τοῦ παραθύρου καὶ ἔπαιζε τὴν λύραν της, ἐνῷ οἱ διαβάται ἐσταματοῦσαν διὰ νὰ ἀκούσουν.: [325, 457, 603, 536]
column-1: [37, 100, 315, 2507]
news-text: Τὴν πρώτην ἑκάστου ἔτους γίνεται ἡ ἐτησία τυπικὴ ἐπιθεώρησις τῶν ταμείων τοῦ στρατοῦ καὶ τοῦ στόλου ὑπὸ τῶν ἀρμοδίων ἐπιτροπῶν, αἵτινες ἐξετάζουσι τὰ βιβλία καὶ τὰ μητρῷα ἑκάστου σώματος.: [1150, 288, 1368, 367]
news-title: ΕΙΔΗΣΕΙΣ ΤΗΣ ΗΜΕΡΑΣ: [904, 114, 1127, 176]
masthead: [37, 54, 1465, 91]
top-rule: [0, 7, 1484, 13]
ad-shop-name: ΤΟ ΣΟΛΩΝΕΙΟΝ: [378, 2301, 549, 2324]
ad-text: Εἶνε τὸ μεγαλείτερον καὶ ἐκ τῶν ἀρχαιοτέρων ζαχαροπλαστείων τῆς πόλεως μας. Διευθύνεται παρὰ τοῦ γνωστοῦ ζαχαροπλάστου καὶ παρέχει ἐκλεκτὰ γλυκίσματα, πάστας, παγωτὰ καὶ τούρτες διὰ γάμους καὶ βαπτίσεις.: [325, 2343, 603, 2409]
story-text: Ὁ ἀγαπητός μου ἐξάδελφος καὶ ἡ προτεραία μου ἀδελφή εἶχον εἰς τὴν ἐξοχὴν μικρὰν οἰκίαν, ὅπου συνηθίζομεν νὰ περνῶμεν τὸ θέρος. Ἡ μικρὰ Χάρρυ ἐκάθητο πάντοτε πλησίον τοῦ παραθύρου καὶ ἔπαιζε τὴν λύραν της, ἐνῷ οἱ διαβάται ἐσταματοῦσαν διὰ νὰ ἀκούσουν.: [325, 374, 603, 453]
doctor-education: ΕΚΠΑΙΔΕΥΘΕΙΣ ΕΝ ΠΑΡΙΣΙΟΙΣ: [366, 2130, 561, 2144]
story-text: Ὁ ἀγαπητός μου ἐξάδελφος καὶ ἡ προτεραία μου ἀδελφή εἶχον εἰς τὴν ἐξοχὴν μικρὰν οἰκίαν, ὅπου συνηθίζομεν νὰ περνῶμεν τὸ θέρος. Ἡ μικρὰ Χάρρυ ἐκάθητο πάντοτε πλησίον τοῦ παραθύρου καὶ ἔπαιζε τὴν λύραν της, ἐνῷ οἱ διαβάται ἐσταματοῦσαν διὰ νὰ ἀκούσουν.: [325, 100, 603, 178]
silvestreli-sub2: ΜΙΑ ΑΠΟΚΑΛΥΠΤΙΚΗ ΕΠΙΣΤΟΛΗ: [1379, 679, 1473, 697]
serial-text: Τὴν πρωΐαν ἐκάλεσε τὴν γαλλίδα θαλαμηπόλον της. — Πῶς ἐπεράσατε ἀπόψε, δέσποινίς; ἠρώτησεν ἐκείνη. — Καλά, πολὺ καλά· ἐκοιμήθηκα τόσον ἥσυχα. Ἡ μικρὰ ἐξήγησε... Ἡ Δούκισσα ἐβάδιζεν ἐπὶ πολὺ εἰς τὸ δωμάτιον, σκεπτομένη τὰ γεγονότα τῆς προηγουμένης ἡμέρας καὶ τὰς συμβουλὰς τῆς φίλης της.: [37, 486, 315, 578]
jambon-text: Ἐφθασαν ἐξ Ἀμερικῆς τὰ διὰ πρώτην φορὰν εἰσαγόμενα ἐν Ἑλλάδι χοιρομήρια. Πωλοῦνται εἰς τὸ παντοπωλεῖον Στάδιον.: [612, 1418, 881, 1458]
scandal-title: ΤΟ ΣΚΑΝΔΑΛΟΝ: [1381, 114, 1471, 141]
news-heading: ΤΑ ΤΑΜΕΙΑ ΤΟΥ ΣΤΡΑΤΟΥ ΚΑΙ ΤΟΥ ΣΤΟΛΟΥ: [1162, 208, 1356, 270]
doctor-title: ΙΑΤΡΟΣ ΤΩΝ ΠΑΙΔΙΚΩΝ ΝΟΣΗΜΑΤΩΝ: [375, 2098, 553, 2128]
news-text: Οἱ ὑπὸ τοῦ Ὑπουργείου τῶν Ναυτικῶν ὁρισθέντες εἶνε οἱ ἑξῆς: Ὁ ἀρχιφροντιστὴς κ. Θεοχάρης, ὁ ὑποπλοίαρχος κ. Μαυρουδῆς καὶ ὁ φροντιστὴς κ. Τζανέτος.: [1150, 471, 1368, 537]
column-3: [612, 100, 881, 2178]
silvestreli-text: Ὀλίγαι λέξεις ἀναγκαῖαι περὶ τοῦ διπλωματικοῦ σταδίου τοῦ κ. Σιλβεστρέλι. Ὁ κ. οὗτος ἔχει ἐν τῇ Ἰταλικῇ Κυβερνήσει ἐχθροὺς καὶ φίλους, ἡ δὲ διαγωγή του ἐν Ἀθήναις ἐσχολιάσθη ποικιλοτρόπως ὑπὸ τοῦ Τύπου.: [1377, 818, 1475, 911]
news-heading: ΑΣΘΕΝΕΙΑ ΗΓΕΜΟΝΩΝ: [928, 269, 1104, 285]
story-text: Ὁ ἀγαπητός μου ἐξάδελφος καὶ ἡ προτεραία μου ἀδελφή εἶχον εἰς τὴν ἐξοχὴν μικρὰν οἰκίαν, ὅπου συνηθίζομεν νὰ περνῶμεν τὸ θέρος. Ἡ μικρὰ Χάρρυ ἐκάθητο πάντοτε πλησίον τοῦ παραθύρου καὶ ἔπαιζε τὴν λύραν της, ἐνῷ οἱ διαβάται ἐσταματοῦσαν διὰ νὰ ἀκούσουν.: [325, 1232, 603, 1311]
news-text: Ἡ πρὸ ἡμερῶν ἀνακαλυφθεῖσα καὶ ἀπὸ τὴν ἐκ τῶν ἐπιθεωρητῶν ἐπιτροπὴν ἐξέτασις ἀπέδειξεν ὅτι τὸ ταμεῖον τοῦ Ναυτικοῦ εὑρίσκεται ἐν τελείᾳ τάξει.: [1150, 1298, 1368, 1350]
serial-text: Τὴν πρωΐαν ἐκάλεσε τὴν γαλλίδα θαλαμηπόλον της. — Πῶς ἐπεράσατε ἀπόψε, δέσποινίς; ἠρώτησεν ἐκείνη. — Καλά, πολὺ καλά· ἐκοιμήθηκα τόσον ἥσυχα. Ἡ μικρὰ ἐξήγησε... Ἡ Δούκισσα ἐβάδιζεν ἐπὶ πολὺ εἰς τὸ δωμάτιον, σκεπτομένη τὰ γεγονότα τῆς προηγουμένης ἡμέρας καὶ τὰς συμβουλὰς τῆς φίλης της.: [37, 1354, 315, 1446]
beer-only: ΜΟΝΟΝ: [703, 484, 790, 507]
beer-ad-title: [612, 378, 881, 402]
wine-ad-text: Οἱ ἐκλεκτότεροι τῶν ἑλληνικῶν οἴνων βραβευθέντες ἐν ταῖς διεθνέσιν ἐκθέσεσι. Πωλοῦνται εἰς τὸ ὑποκατάστημα τῆς ὁδοῦ Πανεπιστημίου. Κεντρικὴ ἀποθήκη παρὰ τῷ κ. Παναγόπουλῳ.: [612, 878, 881, 944]
wine-ad-source: ΤΩΝ ΒΑΣΙΛΙΚΩΝ ΚΤΗΜΑΤΩΝ: [636, 771, 857, 786]
beer-ad-text: εἰς τὰ ἐπὶ τῆς πλατείας Συντάγματος καὶ Ὁμονοίας καταστήματα ΖΑΧΑΡΑΤΟΥ ΚΑΙ ΠΕΡΩΝΗ ΠΩΛΕΙΤΑΙ.: [618, 509, 876, 549]
news-text: Ὁ Ἀρχιεπίσκοπος Κυνουρίας καὶ Μαντινείας κ. Βῆμας εὑρίσκεται ἀπὸ ἡμερῶν ἀσθενὴς καὶ ἐπισκέπτεται αὐτὸν συχνάκις ὁ ἰατρός.: [890, 833, 1141, 873]
news-text: Τὴν προσεχῆ ἑβδομάδα ἄρχονται αἱ ἐξετάσεις τῶν ὑποψηφίων ἀστυφυλάκων ἐνώπιον ἐπιτροπῆς ἐκ τῆς Διευθύνσεως τῆς ἀστυνομίας.: [890, 1245, 1141, 1298]
story-text: Ὁ ἀγαπητός μου ἐξάδελφος καὶ ἡ προτεραία μου ἀδελφή εἶχον εἰς τὴν ἐξοχὴν μικρὰν οἰκίαν, ὅπου συνηθίζομεν νὰ περνῶμεν τὸ θέρος. Ἡ μικρὰ Χάρρυ ἐκάθητο πάντοτε πλησίον τοῦ παραθύρου καὶ ἔπαιζε τὴν λύραν της, ἐνῷ οἱ διαβάται ἐσταματοῦσαν διὰ νὰ ἀκούσουν.: [325, 1816, 603, 1895]
scandal-text: Μεταξὺ τῶν διπλωματικῶν κύκλων τῶν Ἀθηνῶν ἡ ἔκθεσις αὐτὴ τοῦ κ. Σιλβεστρέλι προεκάλεσε μεγίστην ἐντύπωσιν καὶ συζητήσεις.: [1377, 476, 1475, 541]
news-text: Αὔριον τὴν πρωΐαν θὰ γίνῃ ἐν Πειραιεῖ στρατιωτικὴ ἐπιθεώρησις τῆς φρουρᾶς ὑπὸ τοῦ Διαδόχου.: [1150, 978, 1368, 1018]
news-heading-text: Ο ΠΡΟΕΔΡΟΣ ΤΗΣ ΓΑΛΛΙΚΗΣ ΒΟΥΛΗΣ: [1150, 106, 1368, 129]
serial-text: Τὴν πρωΐαν ἐκάλεσε τὴν γαλλίδα θαλαμηπόλον της. — Πῶς ἐπεράσατε ἀπόψε, δέσποινίς; ἠρώτησεν ἐκείνη. — Καλά, πολὺ καλά· ἐκοιμήθηκα τόσον ἥσυχα. Ἡ μικρὰ ἐξήγησε... Ἡ Δούκισσα ἐβάδιζεν ἐπὶ πολὺ εἰς τὸ δωμάτιον, σκεπτομένη τὰ γεγονότα τῆς προηγουμένης ἡμέρας καὶ τὰς συμβουλὰς τῆς φίλης της.: [37, 2126, 315, 2218]
estate-text: Ἐν Νέῳ Κορίνθῳ τὴν 4ην Ἰανουαρίου 1904 ἐκτεθήσεται εἰς πλειστηριασμὸν διὰ τῆς συμβολαιογράφου κτῆμα ἀμπελώδες μετὰ οἰκίας.: [612, 577, 881, 617]
news-lead: Αἱ σκηναὶ τῆς ὁδοῦ Σταδίου: [925, 908, 1107, 922]
news-text: Ἐνῷ χθὲς τὴν 4ην μ. μ. ὁ ἐργάτης Δημήτριος Κ. εἰργάζετο εἰς οἰκοδομὴν τῆς ὁδοῦ Ἀχαρνῶν, κατέπεσεν ἐκ τῆς σκαλωσιᾶς καὶ ἐτραυματίσθη βαρέως.: [890, 1108, 1141, 1161]
arrival-title: ΑΦΙΞΙΣ ΜΑΚΕΔΟΝΟΣ ΟΠΛΑΡΧΗΓΟΥ: [1381, 1197, 1471, 1215]
scandal-lead: Ἡ ἔκθεσις τοῦ κ. Σιλβεστρέλι: [1389, 455, 1463, 474]
news-heading: Η ΥΓΕΙΑ ΤΟΥ ΒΑΣΙΛΕΩΣ ΧΡΙΣΤΙΑΝΟΥ: [927, 187, 1105, 216]
news-heading: Η ΙΣΤΟΡΙΑ ΕΝΟΣ ΑΓΑΛΜΑΤΟΣ: [926, 544, 1106, 587]
ad-pre-text: παντὸς εἴδους ὑποδήματα εἰς τιμὰς ἀσυναγωνίστους. Ἔχομεν δὲ καὶ μεγάλην ποικιλίαν ἐξ Εὐρώπης.: [612, 100, 881, 139]
continued-text: Τὴν πρωΐαν ἐκάλεσε τὴν γαλλίδα θαλαμηπόλον της. — Πῶς ἐπεράσατε ἀπόψε, δέσποινίς; ἠρώτησεν ἐκείνη. — Καλά, πολὺ καλά· ἐκοιμήθηκα τόσον ἥσυχα. Ἡ μικρὰ ἐξήγησε... Ἡ Δούκισσα ἐβάδιζεν ἐπὶ πολὺ εἰς τὸ δωμάτιον, σκεπτομένη τὰ γεγονότα τῆς προηγουμένης ἡμέρας καὶ τὰς συμβουλὰς τῆς φίλης της.: [37, 100, 315, 191]
news-text: ΠΑΡΙΣΙΟΙ, 29 Δεκεμβρίου. — Βεβαιοῦται ὅτι πρὸ τῆς ἀπαρχῆς τῆς Βουλῆς ὁ κ. Μπρισὸν θὰ εἶνε ἀδηλωτέρως ὑποψήφιος τῆς προεδρίας. (Ἐθν. Πρακτ.): [1150, 133, 1368, 198]
pastry2-title: ΖΑΧΑΡΟΠΛΑΣΤΕΙΟΝ: [638, 1168, 855, 1191]
column-divider: [1374, 100, 1375, 2178]
paper-name: ΕΜΠΡΟΣ: [680, 54, 878, 89]
genuine-text: Τὸ γνησιώτερον ποτὸν καὶ τὸ ἄριστον αὐτοῦ εἶδος παρέχει τὸ κατάστημα τοῦ κ. Δημητρίου ἐν τῇ ὁδῷ Ἀθηνᾶς.: [612, 1349, 881, 1388]
arrival-text: Ἀφίκετο ἐκ Σόφιας ὁ ἐκ Καρπενησίου τῆς Μακεδονίας Ἕλλην ὁπλαρχηγὸς Γεώργιος Παπαστεφάνου μετὰ δύο συντρόφων του, ὅστις ἔλαβε μέρος εἰς πολλὰς μάχας τῆς Μακεδονίας κατὰ τὰ ἔτη 1896 καὶ 1903.: [1377, 1316, 1475, 1409]
butter-price: 3.000 ΔΡ.: [697, 1116, 797, 1139]
news-lead: Ἡ ἐπιθεώρησις αὐτῶν: [1187, 273, 1331, 287]
story-text: Ὁ ἀγαπητός μου ἐξάδελφος καὶ ἡ προτεραία μου ἀδελφή εἶχον εἰς τὴν ἐξοχὴν μικρὰν οἰκίαν, ὅπου συνηθίζομεν νὰ περνῶμεν τὸ θέρος. Ἡ μικρὰ Χάρρυ ἐκάθητο πάντοτε πλησίον τοῦ παραθύρου καὶ ἔπαιζε τὴν λύραν της, ἐνῷ οἱ διαβάται ἐσταματοῦσαν διὰ νὰ ἀκούσουν.: [325, 624, 603, 703]
news-text: ΓΜΟΥΝΔΕΝ, 29 Δεκεμβρίου. — Ἡ ὑγεία τοῦ Βασιλέως Χριστιανοῦ ἐξακολουθεῖ βελτιουμένη. (Ἐθν. Πρακτ.): [890, 219, 1141, 259]
beer-name: Η ΧΡΥΣΟΚΟΜΟΣ ΜΠΥΡΑ: [654, 435, 839, 451]
butter-pre: ΤΑ ΠΕΦΗΜΙΣΜΕΝΑ & ΕΚΛΕΚΤΑ: [644, 1006, 850, 1020]
serial-text: Τὴν πρωΐαν ἐκάλεσε τὴν γαλλίδα θαλαμηπόλον της. — Πῶς ἐπεράσατε ἀπόψε, δέσποινίς; ἠρώτησεν ἐκείνη. — Καλά, πολὺ καλά· ἐκοιμήθηκα τόσον ἥσυχα. Ἡ μικρὰ ἐξήγησε... Ἡ Δούκισσα ἐβάδιζεν ἐπὶ πολὺ εἰς τὸ δωμάτιον, σκεπτομένη τὰ γεγονότα τῆς προηγουμένης ἡμέρας καὶ τὰς συμβουλὰς τῆς φίλης της.: [37, 968, 315, 1060]
news-text: Χθὲς περὶ τὴν 3ην μ. μ. ὥραν ἡ Α. Α. Μ. ὁ Βασιλεὺς καὶ ἡ Βασίλισσα μετέβησαν εἰς Πειραιᾶ καὶ ἐπεσκέφθησαν τὸ δανικὸν εὔδρομον.: [1150, 808, 1368, 861]
butter-tag: ΑΓΝΟΝ ΕΚ ΓΑΛΑΚΤΟΣ: [663, 1142, 830, 1158]
column-2: [325, 100, 649, 2479]
serial-text: Τὴν πρωΐαν ἐκάλεσε τὴν γαλλίδα θαλαμηπόλον της. — Πῶς ἐπεράσατε ἀπόψε, δέσποινίς; ἠρώτησεν ἐκείνη. — Καλά, πολὺ καλά· ἐκοιμήθηκα τόσον ἥσυχα. Ἡ μικρὰ ἐξήγησε... Ἡ Δούκισσα ἐβάδιζεν ἐπὶ πολὺ εἰς τὸ δωμάτιον, σκεπτομένη τὰ γεγονότα τῆς προηγουμένης ἡμέρας καὶ τὰς συμβουλὰς τῆς φίλης της.: [37, 2319, 315, 2411]
wine-ad-sub: ΛΕΥΚΟΙ ΚΑΙ ΕΡΥΘΡΟΙ: [665, 751, 828, 767]
column-6: [1377, 100, 1475, 2178]
arrival-text: Ἀφίκετο ἐκ Σόφιας ὁ ἐκ Καρπενησίου τῆς Μακεδονίας Ἕλλην ὁπλαρχηγὸς Γεώργιος Παπαστεφάνου μετὰ δύο συντρόφων του, ὅστις ἔλαβε μέρος εἰς πολλὰς μάχας τῆς Μακεδονίας κατὰ τὰ ἔτη 1896 καὶ 1903.: [1377, 1218, 1475, 1311]
silvestreli-sub: ΚΑΙ ΤΟ ΔΙΠΛΩΜΑΤΙΚΟΝ ΤΟΥ ΣΤΑΔΙΟΝ: [1380, 650, 1472, 676]
beer-brand: ΚΛΩΝΑΡΙΔΟΥ: [652, 454, 841, 482]
news-heading: Η ΥΓΕΙΑ ΤΟΥ ΑΡΧΙΕΠΙΣΚΟΠΟΥ ΜΑΝΤΙΝΕΙΑΣ: [916, 805, 1115, 830]
news-text: Ὁ Διοικητὴς τῆς Ἐθνικῆς Τραπέζης κ. Στρέϊτ μετέβη χθὲς εἰς τὸ Ὑπουργεῖον τῶν Οἰκονομικῶν καὶ ἔσχε μακρὰν συνέντευξιν μετὰ τοῦ Ὑπουργοῦ περὶ τῆς χρηματιστικῆς κρίσεως καὶ τῶν ληπτέων μέτρων.: [890, 469, 1141, 535]
serial-text: Τὴν πρωΐαν ἐκάλεσε τὴν γαλλίδα θαλαμηπόλον της. — Πῶς ἐπεράσατε ἀπόψε, δέσποινίς; ἠρώτησεν ἐκείνη. — Καλά, πολὺ καλά· ἐκοιμήθηκα τόσον ἥσυχα. Ἡ μικρὰ ἐξήγησε... Ἡ Δούκισσα ἐβάδιζεν ἐπὶ πολὺ εἰς τὸ δωμάτιον, σκεπτομένη τὰ γεγονότα τῆς προηγουμένης ἡμέρας καὶ τὰς συμβουλὰς τῆς φίλης της.: [37, 1836, 315, 1928]
news-heading: ΣΤΡΑΤΙΩΤΙΚΗ ΕΠΙΘΕΩΡΗΣΙΣ ΕΝ ΠΕΙΡΑΙΕΙ: [1154, 951, 1364, 977]
